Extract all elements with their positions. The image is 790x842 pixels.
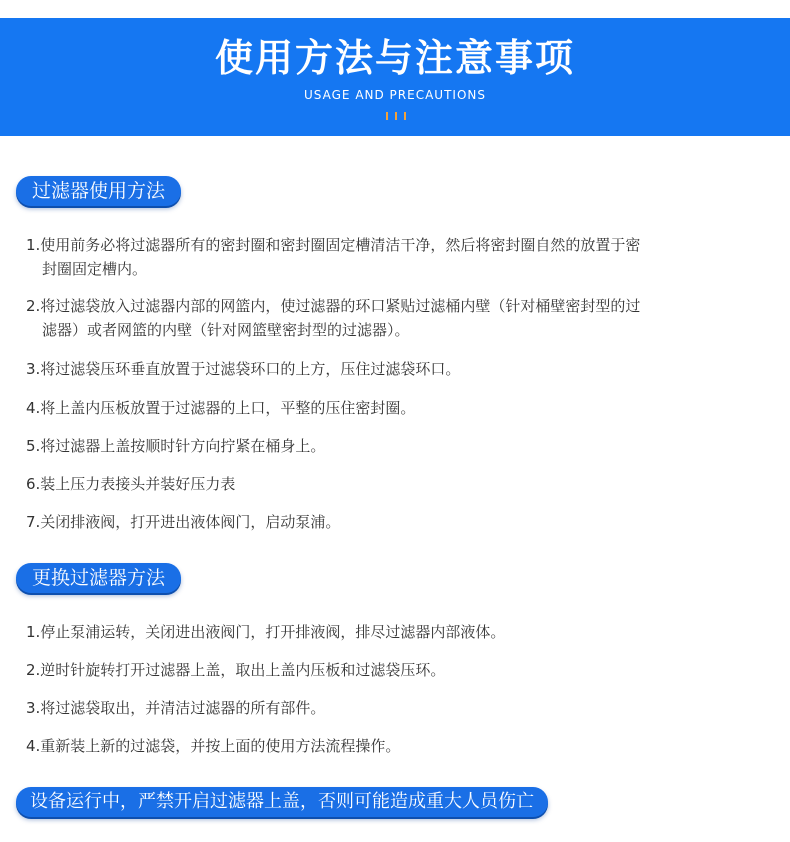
header-banner [0,18,790,136]
page-title: 使用方法与注意事项 [214,36,575,80]
list-item [26,658,770,682]
list-item-line: 4.重新装上新的过滤袋，并按上面的使用方法流程操作。 [26,737,401,755]
top-margin [0,0,790,18]
list-item-line: 5.将过滤器上盖按顺时针方向拧紧在桶身上。 [26,437,326,455]
list-item-line: 1.使用前务必将过滤器所有的密封圈和密封圈固定槽清洁干净，然后将密封圈自然的放置于密 [26,236,641,254]
list-item [26,434,770,458]
list-item [26,472,770,496]
section-heading-usage: 过滤器使用方法 [16,176,181,206]
section-heading-replace: 更换过滤器方法 [16,563,181,593]
list-item-line: 7.关闭排液阀，打开进出液体阀门，启动泵浦。 [26,513,341,531]
list-item-line: 1.停止泵浦运转，关闭进出液阀门，打开排液阀，排尽过滤器内部液体。 [26,623,506,641]
list-item-line: 2.将过滤袋放入过滤器内部的网篮内，使过滤器的环口紧贴过滤桶内壁（针对桶壁密封型的过 [26,297,641,315]
list-item [26,510,770,534]
list-item-line: 封圈固定槽内。 [42,260,148,278]
warning-banner: 设备运行中，严禁开启过滤器上盖，否则可能造成重大人员伤亡 [16,787,548,817]
decorative-bars-icon [384,110,408,122]
list-item-line: 6.装上压力表接头并装好压力表 [26,475,236,493]
list-item [26,294,770,342]
page-subtitle: USAGE AND PRECAUTIONS [304,88,486,102]
list-item-line: 滤器）或者网篮的内壁（针对网篮壁密封型的过滤器）。 [42,321,410,339]
list-item [26,233,770,281]
list-item-line: 3.将过滤袋压环垂直放置于过滤袋环口的上方，压住过滤袋环口。 [26,360,461,378]
list-item-line: 4.将上盖内压板放置于过滤器的上口，平整的压住密封圈。 [26,399,416,417]
list-item [26,396,770,420]
list-item-line: 2.逆时针旋转打开过滤器上盖，取出上盖内压板和过滤袋压环。 [26,661,446,679]
list-item [26,357,770,381]
list-item [26,696,770,720]
list-item [26,734,770,758]
list-item-line: 3.将过滤袋取出，并清洁过滤器的所有部件。 [26,699,326,717]
list-item [26,620,770,644]
